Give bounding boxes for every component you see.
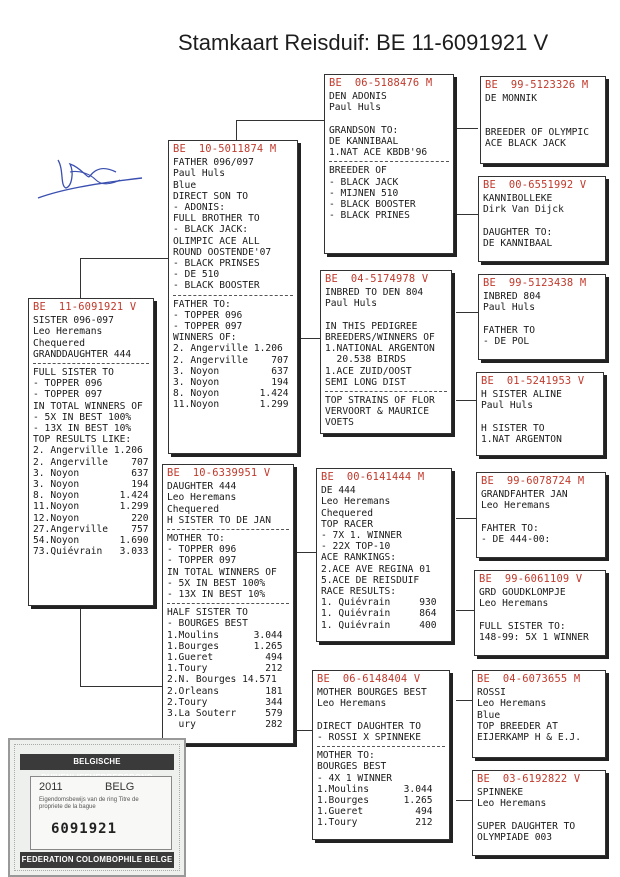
card-text-line: Paul Huls (481, 400, 533, 412)
pedigree-card-father (168, 140, 298, 454)
card-text-line: - BOURGES BEST (167, 618, 248, 630)
card-text-line: DE KANNIBAAL (483, 238, 553, 250)
separator (167, 603, 289, 604)
card-text-line: GRANDFAHTER JAN (481, 489, 568, 501)
card-text-line: 11.Noyon 1.299 (173, 399, 289, 411)
ring-number: BE 99-5123326 M (485, 79, 589, 91)
card-text-line: Leo Heremans (167, 492, 237, 504)
ring-number: BE 00-6551992 V (483, 179, 587, 191)
card-text-line: - DE POL (483, 336, 530, 348)
card-text-line: 1.Bourges 1.265 (167, 640, 283, 652)
ring-number: BE 01-5241953 V (481, 375, 585, 387)
connector-line (456, 312, 478, 313)
ring-note: Eigendomsbewijs van de ring Titre de propriete de la bague (39, 797, 139, 810)
card-text-line: - ROSSI X SPINNEKE (317, 732, 421, 744)
card-text-line: TOP BREEDER AT (477, 720, 558, 732)
card-text-line: 8. Noyon 1.424 (173, 388, 289, 400)
card-text-line: - DE 510 (173, 269, 220, 281)
card-text-line: 27.Angerville 757 (33, 523, 149, 535)
card-text-line: - BLACK JACK: (173, 224, 249, 236)
card-text-line: 1.NAT ACE KBDB'96 (329, 147, 428, 159)
card-text-line: - 5X IN BEST 100% (167, 577, 266, 589)
connector-line (456, 128, 478, 129)
card-text-line: - TOPPER 096 (173, 309, 243, 321)
card-text-line: 2.Toury 344 (167, 696, 283, 708)
card-text-line: 2.Orleans 181 (167, 685, 283, 697)
card-text-line: 73.Quiévrain 3.033 (33, 546, 149, 558)
card-text-line: MOTHER TO: (317, 750, 375, 762)
separator (317, 746, 445, 747)
certificate-header: BELGISCHE (20, 754, 174, 770)
card-text-line: MOTHER TO: (167, 533, 225, 545)
connector-line (80, 606, 81, 686)
pedigree-card-mother (162, 464, 294, 744)
card-text-line: ROSSI (477, 687, 506, 699)
card-text-line (485, 116, 601, 127)
card-text-line (329, 114, 449, 125)
card-text-line: IN TOTAL WINNERS OF (33, 400, 143, 412)
ring-number: BE 99-5123438 M (483, 277, 587, 289)
card-text-line: 2. Angerville 707 (173, 354, 289, 366)
signature-image (30, 150, 150, 210)
card-text-line: DAUGHTER TO: (483, 226, 553, 238)
card-text-line: RACE RESULTS: (321, 586, 397, 598)
card-text-line: H SISTER TO DE JAN (167, 514, 271, 526)
connector-line (80, 686, 162, 687)
card-text-line: - 22X TOP-10 (321, 541, 391, 553)
ring-number: BE 99-6078724 M (481, 475, 585, 487)
card-text-line (479, 610, 601, 621)
card-text-line: WINNERS OF: (173, 332, 237, 344)
card-text-line: 2. Angerville 707 (33, 456, 149, 468)
card-text-line: - BLACK PRINSES (173, 258, 260, 270)
card-text-line (483, 216, 601, 227)
card-text-line: ACE BLACK JACK (485, 138, 566, 150)
pedigree-card-mf (316, 468, 452, 642)
card-text-line: FULL SISTER TO: (479, 620, 566, 632)
card-text-line: MOTHER BOURGES BEST (317, 687, 427, 699)
card-text-line: VOETS (325, 417, 354, 429)
card-text-line: 1.Bourges 1.265 (317, 795, 433, 807)
pedigree-card-mff (476, 472, 606, 558)
card-text-line: FATHER 096/097 (173, 157, 254, 169)
card-text-line: FATHER TO: (173, 298, 231, 310)
card-text-line: Dirk Van Dijck (483, 204, 564, 216)
card-text-line: - 13X IN BEST 10% (167, 589, 266, 601)
card-text-line: 2. Angerville 1.206 (173, 343, 283, 355)
ring-number: BE 00-6141444 M (321, 471, 425, 483)
card-text-line: 3. Noyon 637 (173, 365, 289, 377)
connector-line (236, 120, 324, 121)
card-text-line: H SISTER TO (481, 422, 545, 434)
card-text-line: 12.Noyon 220 (33, 512, 149, 524)
card-text-line: VERVOORT & MAURICE (325, 406, 429, 418)
card-text-line: OLYMPIADE 003 (477, 832, 553, 844)
ring-number: BE 03-6192822 V (477, 773, 581, 785)
card-text-line: Leo Heremans (33, 326, 103, 338)
pedigree-card-mfm (474, 570, 606, 656)
card-text-line: ACE RANKINGS: (321, 552, 397, 564)
card-text-line: OLIMPIC ACE ALL (173, 235, 260, 247)
certificate-panel (30, 776, 172, 850)
card-text-line: 1.NAT ARGENTON (481, 434, 562, 446)
card-text-line: - BLACK PRINES (329, 210, 410, 222)
card-text-line: 1. Quiévrain 930 (321, 597, 437, 609)
card-text-line: - ADONIS: (173, 202, 225, 214)
ring-country: BELG (105, 781, 135, 793)
card-text-line: 1.ACE ZUID/OOST (325, 365, 412, 377)
card-text-line: - BLACK BOOSTER (173, 280, 260, 292)
card-text-line: - DE 444-00: (481, 534, 551, 546)
card-text-line: IN THIS PEDIGREE (325, 320, 418, 332)
card-text-line: DEN ADONIS (329, 91, 387, 103)
ring-number: BE 99-6061109 V (479, 573, 583, 585)
card-text-line: 1.Gueret 494 (167, 652, 283, 664)
card-text-line: KANNIBOLLEKE (483, 193, 553, 205)
connector-line (80, 258, 168, 259)
card-text-line (317, 710, 445, 721)
connector-line (236, 120, 237, 142)
pedigree-card-mmm (472, 770, 606, 856)
card-text-line: BREEDER OF OLYMPIC (485, 126, 589, 138)
pedigree-card-fff (480, 76, 606, 164)
card-text-line: 2.N. Bourges 14.571 (167, 674, 277, 686)
card-text-line: SEMI LONG DIST (325, 376, 406, 388)
card-text-line: - MIJNEN 510 (329, 187, 399, 199)
pedigree-card-fmf (478, 274, 606, 360)
card-text-line: - BLACK BOOSTER (329, 199, 416, 211)
card-text-line: 5.ACE DE REISDUIF (321, 574, 420, 586)
card-text-line: DE KANNIBAAL (329, 136, 399, 148)
ring-certificate (8, 738, 186, 877)
card-text-line: SUPER DAUGHTER TO (477, 820, 576, 832)
ring-number: BE 06-6148404 V (317, 673, 421, 685)
card-text-line: HALF SISTER TO (167, 607, 248, 619)
card-text-line: Leo Heremans (321, 496, 391, 508)
card-text-line: - 4X 1 WINNER (317, 772, 393, 784)
card-text-line: - 13X IN BEST 10% (33, 423, 132, 435)
card-text-line: 3. Noyon 194 (33, 479, 149, 491)
pedigree-card-ff (324, 74, 454, 254)
card-text-line: - BLACK JACK (329, 176, 399, 188)
card-text-line: EIJERKAMP H & E.J. (477, 732, 581, 744)
card-text-line: TOP RESULTS LIKE: (33, 434, 132, 446)
card-text-line: - TOPPER 097 (33, 389, 103, 401)
card-text-line: 3. Noyon 194 (173, 377, 289, 389)
card-text-line: 20.538 BIRDS (325, 354, 406, 366)
card-text-line: 8. Noyon 1.424 (33, 490, 149, 502)
card-text-line: FULL BROTHER TO (173, 213, 260, 225)
card-text-line: 11.Noyon 1.299 (33, 501, 149, 513)
card-text-line: - TOPPER 097 (173, 321, 243, 333)
pedigree-card-mmf (472, 670, 606, 758)
card-text-line: GRANDDAUGHTER 444 (33, 348, 132, 360)
page-title: Stamkaart Reisduif: BE 11-6091921 V (178, 30, 549, 55)
ring-number: BE 10-5011874 M (173, 143, 277, 155)
connector-line (456, 400, 478, 401)
card-text-line: SISTER 096-097 (33, 315, 114, 327)
card-text-line: 1.Moulins 3.044 (317, 783, 433, 795)
card-text-line: 1.Gueret 494 (317, 806, 433, 818)
card-text-line: FAHTER TO: (481, 522, 539, 534)
card-text-line: - TOPPER 097 (167, 555, 237, 567)
card-text-line: BREEDER OF (329, 165, 387, 177)
card-text-line (325, 310, 447, 321)
pedigree-card-fmm (476, 372, 604, 456)
card-text-line: H SISTER ALINE (481, 389, 562, 401)
card-text-line: GRANDSON TO: (329, 124, 399, 136)
certificate-footer: FEDERATION COLOMBOPHILE BELGE (20, 852, 174, 868)
card-text-line (477, 810, 601, 821)
card-text-line: TOP STRAINS OF FLOR (325, 395, 435, 407)
card-text-line: DAUGHTER 444 (167, 481, 237, 493)
card-text-line: 3. Noyon 637 (33, 467, 149, 479)
card-text-line (481, 512, 601, 523)
card-text-line: Paul Huls (173, 168, 225, 180)
card-text-line (481, 412, 599, 423)
separator (173, 295, 293, 296)
card-text-line: 1.Toury 212 (317, 817, 433, 829)
card-text-line: - 7X 1. WINNER (321, 530, 402, 542)
card-text-line: Leo Heremans (479, 598, 549, 610)
connector-line (456, 214, 478, 215)
card-text-line: Blue (477, 709, 501, 721)
ring-number: BE 10-6339951 V (167, 467, 271, 479)
separator (325, 391, 447, 392)
card-text-line: DIRECT SON TO (173, 190, 249, 202)
card-text-line: 148-99: 5X 1 WINNER (479, 632, 589, 644)
pedigree-card-mm (312, 670, 450, 840)
card-text-line: SPINNEKE (477, 787, 524, 799)
ring-number: BE 06-5188476 M (329, 77, 433, 89)
card-text-line: IN TOTAL WINNERS OF (167, 566, 277, 578)
card-text-line: ury 282 (167, 719, 283, 731)
card-text-line: - 5X IN BEST 100% (33, 411, 132, 423)
card-text-line: 54.Noyon 1.690 (33, 535, 149, 547)
card-text-line: - TOPPER 096 (33, 378, 103, 390)
ring-number: 6091921 (51, 821, 118, 837)
card-text-line: Chequered (321, 507, 373, 519)
pedigree-card-main (28, 298, 154, 606)
card-text-line: INBRED TO DEN 804 (325, 287, 424, 299)
card-text-line: DE MONNIK (485, 93, 537, 105)
card-text-line: 2. Angerville 1.206 (33, 445, 143, 457)
card-text-line: DIRECT DAUGHTER TO (317, 720, 421, 732)
card-text-line: 3.La Souterr 579 (167, 708, 283, 720)
pedigree-card-ffm (478, 176, 606, 262)
card-text-line: Chequered (33, 337, 85, 349)
card-text-line: Blue (173, 179, 197, 191)
card-text-line: 1. Quiévrain 400 (321, 619, 437, 631)
connector-line (80, 258, 81, 300)
card-text-line: Leo Heremans (317, 698, 387, 710)
card-text-line: BOURGES BEST (317, 761, 387, 773)
card-text-line: TOP RACER (321, 518, 373, 530)
card-text-line: FATHER TO (483, 324, 535, 336)
ring-number: BE 11-6091921 V (33, 301, 137, 313)
card-text-line: 1.Moulins 3.044 (167, 629, 283, 641)
card-text-line: Leo Heremans (481, 500, 551, 512)
ring-number: BE 04-5174978 V (325, 273, 429, 285)
card-text-line: ROUND OOSTENDE'07 (173, 246, 272, 258)
card-text-line: Paul Huls (329, 102, 381, 114)
card-text-line: Chequered (167, 503, 219, 515)
separator (329, 161, 449, 162)
card-text-line: Leo Heremans (477, 798, 547, 810)
card-text-line: Leo Heremans (477, 698, 547, 710)
card-text-line: Paul Huls (325, 298, 377, 310)
card-text-line: INBRED 804 (483, 291, 541, 303)
card-text-line: 1.NATIONAL ARGENTON (325, 343, 435, 355)
card-text-line: 2.ACE AVE REGINA 01 (321, 563, 431, 575)
card-text-line: Paul Huls (483, 302, 535, 314)
card-text-line: 1. Quiévrain 864 (321, 608, 437, 620)
separator (33, 363, 149, 364)
card-text-line (483, 314, 601, 325)
separator (167, 529, 289, 530)
card-text-line: 1.Toury 212 (167, 663, 283, 675)
card-text-line: GRD GOUDKLOMPJE (479, 587, 566, 599)
card-text-line: BREEDERS/WINNERS OF (325, 332, 435, 344)
pedigree-card-fm (320, 270, 452, 434)
ring-number: BE 04-6073655 M (477, 673, 581, 685)
connector-line (456, 518, 478, 519)
ring-year: 2011 (39, 781, 63, 793)
card-text-line: FULL SISTER TO (33, 367, 114, 379)
card-text-line (485, 104, 601, 115)
card-text-line: - TOPPER 096 (167, 544, 237, 556)
card-text-line: DE 444 (321, 485, 356, 497)
